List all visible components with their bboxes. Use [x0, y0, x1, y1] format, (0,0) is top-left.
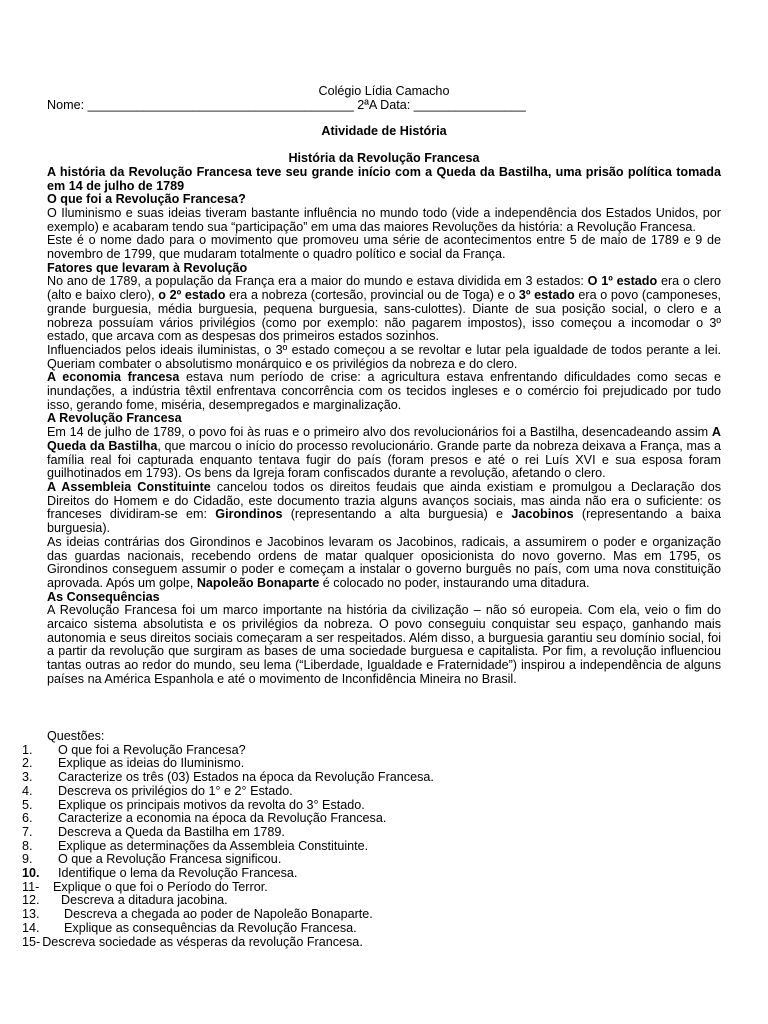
question-item	[22, 922, 722, 936]
question-text: O que foi a Revolução Francesa?	[58, 742, 246, 757]
question-number: 15-	[22, 934, 41, 949]
section-heading-consequences: As Consequências	[47, 589, 160, 604]
paragraph-consequences: A Revolução Francesa foi um marco importante na história da civilização – não só europeia. Com ela, veio o fim do arcaico sistema absolutista e os privilégios da nobreza. O povo conseguiu conquistar seu espaço, ganhando mais autonomia e seus direitos sociais começaram a ser respeitados. Além disso, a burguesia garantiu seu domínio social, foi a partir da revolução que surgiram as bases de uma sociedade burguesa e capitalista. Por fim, a revolução influenciou tantas outras ao redor do mundo, seu lema (“Liberdade, Igualdade e Fraternidade”) inspirou a independência de alguns países na América Espanhola e até o movimento de Inconfidência Mineira no Brasil.	[47, 603, 721, 686]
activity-title: Atividade de História	[321, 124, 447, 139]
question-item	[22, 867, 722, 881]
school-name: Colégio Lídia Camacho	[318, 84, 450, 98]
question-item	[22, 812, 722, 826]
question-text: Descreva a chegada ao poder de Napoleão Bonaparte.	[64, 907, 373, 922]
question-item	[22, 744, 722, 758]
question-number: 1.	[22, 742, 33, 757]
paragraph-iluminismo: O Iluminismo e suas ideias tiveram bastante influência no mundo todo (vide a independência dos Estados Unidos, por exemplo) e acabaram tendo sua “participação” em uma das maiores Revoluções da história: a Revolução Francesa.	[47, 205, 721, 234]
question-item	[22, 799, 722, 813]
question-number: 5.	[22, 797, 33, 812]
document-title: História da Revolução Francesa	[288, 151, 480, 166]
question-number: 6.	[22, 811, 33, 826]
question-number: 11-	[22, 879, 40, 894]
section-heading-what-was: O que foi a Revolução Francesa?	[47, 192, 246, 207]
question-number: 2.	[22, 756, 33, 771]
question-item	[22, 894, 722, 908]
question-text: Caracterize a economia na época da Revolução Francesa.	[58, 811, 387, 826]
question-number: 7.	[22, 824, 33, 839]
question-text: Explique as determinações da Assembleia Constituinte.	[58, 838, 369, 853]
question-text: Descreva sociedade as vésperas da revolução Francesa.	[42, 934, 363, 949]
question-text: Descreva a Queda da Bastilha em 1789.	[58, 824, 285, 839]
question-item	[22, 853, 722, 867]
question-text: Explique os principais motivos da revolta do 3° Estado.	[58, 797, 365, 812]
question-item	[22, 757, 722, 771]
intro-paragraph: A história da Revolução Francesa teve seu grande início com a Queda da Bastilha, uma prisão política tomada em 14 de julho de 1789	[47, 164, 721, 193]
paragraph-assembly: A Assembleia Constituinte cancelou todos os direitos feudais que ainda existiam e promulgou a Declaração dos Direitos do Homem e do Cidadão, este documento trazia alguns avanços sociais, mas ainda não era o suficiente: os franceses dividiram-se em: Girondinos (representando a alta burguesia) e Jacobinos (representando a baixa burguesia).	[47, 479, 721, 536]
questions-heading: Questões:	[47, 729, 105, 743]
question-item	[22, 881, 722, 895]
question-number: 10.	[22, 866, 40, 881]
question-number: 14.	[22, 920, 40, 935]
paragraph-bastille: Em 14 de julho de 1789, o povo foi às ruas e o primeiro alvo dos revolucionários foi a Bastilha, desencadeando assim A Queda da Bastilha, que marcou o início do processo revolucionário. Grande parte da nobreza deixava a França, mas a família real foi capturada enquanto tentava fugir do país (foram presos e até o rei Luís XVI e sua esposa foram guilhotinados em 1793). Os bens da Igreja foram confiscados durante a revolução, afetando o clero.	[47, 425, 721, 481]
question-text: Descreva os privilégios do 1° e 2° Estado.	[58, 783, 293, 798]
question-text: Caracterize os três (03) Estados na época da Revolução Francesa.	[58, 770, 434, 785]
paragraph-estates: No ano de 1789, a população da França era a maior do mundo e estava dividida em 3 estados: O 1º estado era o clero (alto e baixo clero), o 2º estado era a nobreza (cortesão, provincial ou de Toga) e o 3º estado era o povo (camponeses, grande burguesia, média burguesia, pequena burguesia, sans-culottes). Diante de sua posição social, o clero e a nobreza possuíam vários privilégios (como por exemplo: não pagarem impostos), isso começou a incomodar o 3º estado, que arcava com as despesas dos primeiros estados sozinhos.	[47, 274, 721, 344]
question-item	[22, 908, 722, 922]
question-text: O que a Revolução Francesa significou.	[58, 852, 282, 867]
question-item	[22, 785, 722, 799]
paragraph-economy: A economia francesa estava num período de crise: a agricultura estava enfrentando dificuldades como secas e inundações, a indústria têxtil enfrentava concorrência com os tecidos ingleses e o comércio foi prejudicado por tudo isso, gerando fome, miséria, desempregados e marginalização.	[47, 370, 721, 412]
question-number: 12.	[22, 893, 40, 908]
section-heading-revolution: A Revolução Francesa	[47, 411, 182, 426]
question-item	[22, 840, 722, 854]
question-text: Descreva a ditadura jacobina.	[61, 893, 228, 908]
question-number: 8.	[22, 838, 33, 853]
question-item	[22, 826, 722, 840]
question-number: 4.	[22, 783, 33, 798]
name-date-line: Nome: ______________________________________ 2ªA Data: ________________	[47, 97, 526, 112]
questions-list	[22, 744, 722, 950]
questions-section	[22, 730, 722, 949]
question-text: Explique o que foi o Período do Terror.	[53, 879, 268, 894]
question-item	[22, 771, 722, 785]
question-text: Explique as consequências da Revolução Francesa.	[64, 920, 357, 935]
paragraph-jacobins: As ideias contrárias dos Girondinos e Jacobinos levaram os Jacobinos, radicais, a assumirem o poder e organização das guardas nacionais, recebendo ordens de matar qualquer oposicionista do novo governo. Mas em 1795, os Girondinos conseguem assumir o poder e começam a instalar o governo burguês no país, com uma nova constituição aprovada. Após um golpe, Napoleão Bonaparte é colocado no poder, instaurando uma ditadura.	[47, 534, 721, 590]
question-text: Identifique o lema da Revolução Francesa.	[58, 866, 298, 881]
section-heading-factors: Fatores que levaram à Revolução	[47, 260, 248, 275]
document-body	[47, 85, 721, 687]
question-number: 3.	[22, 770, 33, 785]
question-text: Explique as ideias do Iluminismo.	[58, 756, 245, 771]
question-item	[22, 936, 722, 950]
paragraph-influence: Influenciados pelos ideais iluministas, o 3º estado começou a se revoltar e lutar pela igualdade de todos perante a lei. Queriam combater o absolutismo monárquico e os privilégios da nobreza e do clero.	[47, 342, 721, 371]
paragraph-definition: Este é o nome dado para o movimento que promoveu uma série de acontecimentos entre 5 de maio de 1789 e 9 de novembro de 1799, que mudaram totalmente o quadro político e social da França.	[47, 233, 721, 262]
question-number: 13.	[22, 907, 40, 922]
question-number: 9.	[22, 852, 33, 867]
